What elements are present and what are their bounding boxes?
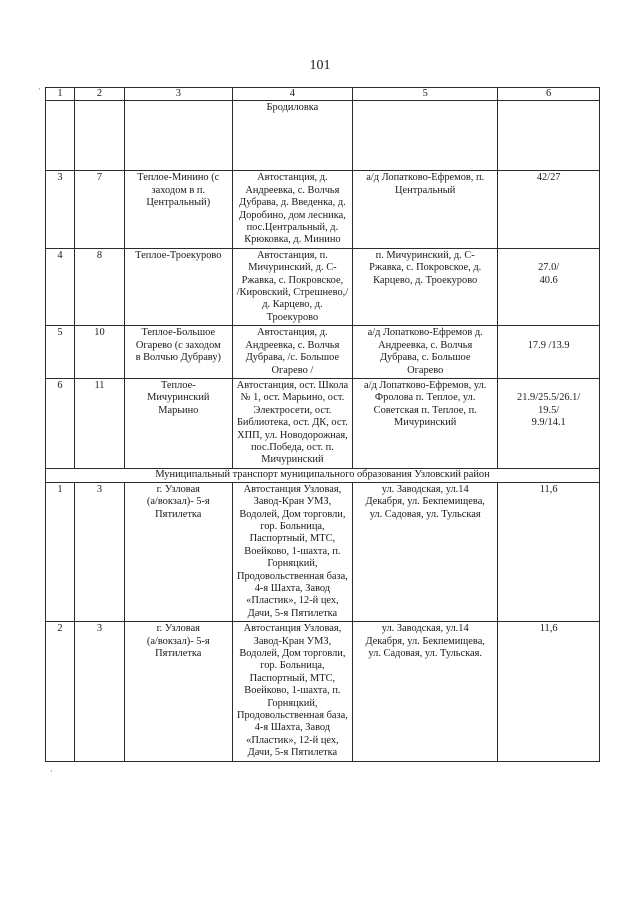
stops-cell-line: Продовольственная база, <box>236 710 348 722</box>
stops-cell <box>232 101 352 171</box>
route-name-cell-line: Пятилетка <box>155 508 202 520</box>
stops-cell-line: Дачи, 5-я Пятилетка <box>247 607 338 619</box>
stops-cell-line: Воейково, 1-шахта, п. <box>244 685 341 697</box>
stops-cell-line: гор. Больница, <box>260 660 325 672</box>
header-cell: 5 <box>353 88 498 101</box>
stops-cell-line: ХПП, ул. Новодорожная, <box>237 429 348 441</box>
interval-cell-line: 19.5/ <box>538 404 560 416</box>
stops-cell-line: Бродиловка <box>266 102 319 114</box>
stops-cell-line: «Пластик», 12-й цех, <box>246 734 339 746</box>
route-number-cell: 11 <box>75 378 125 468</box>
stops-cell-line: Андреевка, с. Волчья <box>245 339 340 351</box>
interval-cell-line <box>501 327 596 339</box>
stops-cell-line: /Кировский, Стрешнево,/ <box>236 287 349 299</box>
stops-cell-line: Электросети, ост. <box>253 404 332 416</box>
interval-cell <box>498 171 600 248</box>
table-header-row <box>46 88 600 101</box>
header-cell: 1 <box>46 88 75 101</box>
stops-cell-line: Автостанция, д. <box>257 172 328 184</box>
scan-speck: · <box>50 766 53 776</box>
route-name-cell-line: в Волчью Дубраву) <box>135 352 222 364</box>
route-name-cell-line: Теплое- <box>160 379 196 391</box>
streets-cell <box>353 171 498 248</box>
streets-cell <box>353 326 498 379</box>
row-number-cell: 5 <box>46 326 75 379</box>
header-cell: 6 <box>498 88 600 101</box>
interval-cell-line <box>501 380 596 392</box>
stops-cell-line: Автостанция Узловая, <box>243 483 342 495</box>
route-number-cell <box>75 101 125 171</box>
stops-cell-line: Паспортный, МТС, <box>249 533 336 545</box>
route-name-cell-line: (а/вокзал)- 5-я <box>146 496 210 508</box>
stops-cell-line: Автостанция Узловая, <box>243 623 342 635</box>
streets-cell-line: Карцево, д. Троекурово <box>373 274 478 286</box>
route-name-cell <box>124 171 232 248</box>
row-number-cell: 2 <box>46 622 75 761</box>
interval-cell <box>498 482 600 621</box>
stops-cell <box>232 326 352 379</box>
stops-cell-line: Дубрава, /с. Большое <box>245 352 340 364</box>
stops-cell <box>232 482 352 621</box>
table-row <box>46 622 600 761</box>
stops-cell-line: 4-я Шахта, Завод <box>254 722 331 734</box>
streets-cell-line: ул. Садовая, ул. Тульская. <box>368 648 482 660</box>
interval-cell-line: 17.9 /13.9 <box>527 339 570 351</box>
streets-cell-line: п. Мичуринский, д. С- <box>375 249 475 261</box>
streets-cell-line: Декабря, ул. Бекпемищева, <box>365 496 485 508</box>
stops-cell-line: Мичуринский, д. С- <box>248 262 337 274</box>
route-name-cell <box>124 378 232 468</box>
route-name-cell <box>124 326 232 379</box>
route-name-cell-line: Центральный) <box>146 197 211 209</box>
interval-cell-line: 21.9/25.5/26.1/ <box>517 392 581 404</box>
streets-cell-line: ул. Садовая, ул. Тульская <box>369 508 481 520</box>
stops-cell-line: «Пластик», 12-й цех, <box>246 595 339 607</box>
route-number-cell: 10 <box>75 326 125 379</box>
route-number-cell: 3 <box>75 482 125 621</box>
routes-table <box>45 87 600 762</box>
table-row <box>46 326 600 379</box>
stops-cell <box>232 622 352 761</box>
stops-cell-line: пос.Победа, ост. п. <box>250 441 334 453</box>
streets-cell <box>353 378 498 468</box>
stops-cell-line: Мичуринский <box>261 454 324 466</box>
row-number-cell: 1 <box>46 482 75 621</box>
stops-cell-line: Завод-Кран УМЗ, <box>253 635 332 647</box>
streets-cell-line: Андреевка, с. Волчья <box>378 339 473 351</box>
interval-cell-line <box>501 250 596 262</box>
table-row <box>46 171 600 248</box>
interval-cell <box>498 326 600 379</box>
route-name-cell-line: Теплое-Минино (с <box>137 172 220 184</box>
route-name-cell-line: Мичуринский <box>147 392 210 404</box>
page-number: 101 <box>309 58 331 73</box>
header-cell: 3 <box>124 88 232 101</box>
section-row <box>46 468 600 482</box>
row-number-cell: 3 <box>46 171 75 248</box>
stops-cell-line: Водолей, Дом торговли, <box>239 508 346 520</box>
interval-cell-line: 27.0/ <box>538 262 560 274</box>
stops-cell-line: Горняцкий, <box>267 558 318 570</box>
route-name-cell <box>124 622 232 761</box>
table-row <box>46 101 600 171</box>
interval-cell <box>498 622 600 761</box>
route-name-cell <box>124 248 232 325</box>
stops-cell-line: Горняцкий, <box>267 697 318 709</box>
interval-cell-line: 9.9/14.1 <box>531 417 566 429</box>
interval-cell <box>498 248 600 325</box>
streets-cell-line: Дубрава, с. Большое <box>379 352 471 364</box>
route-name-cell-line: Пятилетка <box>155 648 202 660</box>
row-number-cell: 6 <box>46 378 75 468</box>
streets-cell-line: Мичуринский <box>394 417 457 429</box>
interval-cell-line: 40.6 <box>539 274 558 286</box>
stops-cell-line: пос.Центральный, д. <box>246 222 339 234</box>
table-row <box>46 378 600 468</box>
streets-cell-line: ул. Заводская, ул.14 <box>381 623 469 635</box>
streets-cell <box>353 482 498 621</box>
stops-cell-line: Троекурово <box>266 311 319 323</box>
stops-cell-line: Автостанция, д. <box>257 327 328 339</box>
route-name-cell-line: Теплое-Троекурово <box>135 249 222 261</box>
route-name-cell-line: Теплое-Большое <box>141 327 216 339</box>
stops-cell-line: Автостанция, ост. Школа <box>236 379 349 391</box>
route-name-cell-line: Огарево (с заходом <box>135 339 221 351</box>
stops-cell-line: 4-я Шахта, Завод <box>254 583 331 594</box>
route-name-cell-line: г. Узловая <box>156 483 200 495</box>
header-cell: 2 <box>75 88 125 101</box>
streets-cell-line: Фролова п. Теплое, ул. <box>374 392 476 404</box>
streets-cell-line: Ржавка, с. Покровское, д. <box>369 262 482 274</box>
stops-cell-line: Огарево / <box>271 364 314 376</box>
stops-cell-line: гор. Больница, <box>260 520 325 532</box>
route-name-cell-line: Марьино <box>158 404 199 416</box>
streets-cell-line: а/д Лопатково-Ефремов, п. <box>366 172 485 184</box>
streets-cell-line: Советская п. Теплое, п. <box>373 404 477 416</box>
streets-cell-line: ул. Заводская, ул.14 <box>381 483 469 495</box>
route-number-cell: 8 <box>75 248 125 325</box>
stops-cell <box>232 248 352 325</box>
streets-cell <box>353 248 498 325</box>
route-name-cell <box>124 101 232 171</box>
route-name-cell-line: (а/вокзал)- 5-я <box>146 635 210 647</box>
interval-cell <box>498 101 600 171</box>
stops-cell-line: Автостанция, п. <box>257 249 328 261</box>
route-name-cell-line: г. Узловая <box>156 623 200 635</box>
streets-cell-line: а/д Лопатково-Ефремов д. <box>367 327 483 339</box>
interval-cell-line: 42/27 <box>536 172 561 184</box>
route-name-cell <box>124 482 232 621</box>
stops-cell-line: Паспортный, МТС, <box>249 672 336 684</box>
streets-cell-line: Декабря, ул. Бекпемищева, <box>365 635 485 647</box>
route-name-cell-line: заходом в п. <box>151 184 206 196</box>
stops-cell <box>232 171 352 248</box>
stops-cell-line: Продовольственная база, <box>236 570 348 582</box>
stops-cell-line: Ржавка, с. Покровское, <box>241 274 344 286</box>
table-row <box>46 248 600 325</box>
stops-cell-line: Крюковка, д. Минино <box>244 234 341 246</box>
row-number-cell: 4 <box>46 248 75 325</box>
streets-cell <box>353 622 498 761</box>
stops-cell-line: Водолей, Дом торговли, <box>239 648 346 660</box>
stops-cell-line: Дубрава, д. Введенка, д. <box>239 197 346 209</box>
route-number-cell: 7 <box>75 171 125 248</box>
table-row <box>46 482 600 621</box>
stops-cell-line: Доробино, дом лесника, <box>238 209 346 221</box>
streets-cell-line: Центральный <box>395 184 456 196</box>
route-number-cell: 3 <box>75 622 125 761</box>
stops-cell-line: Дачи, 5-я Пятилетка <box>247 747 338 759</box>
stops-cell-line: Завод-Кран УМЗ, <box>253 496 332 508</box>
section-title: Муниципальный транспорт муниципального образования Узловский район <box>46 468 600 482</box>
stops-cell-line: Андреевка, с. Волчья <box>245 184 340 196</box>
stops-cell <box>232 378 352 468</box>
stops-cell-line: № 1, ост. Марьино, ост. <box>240 392 345 404</box>
streets-cell-line: а/д Лопатково-Ефремов, ул. <box>364 379 487 391</box>
interval-cell-line: 11,6 <box>539 483 558 495</box>
stops-cell-line: Библиотека, ост. ДК, ост. <box>236 417 348 429</box>
row-number-cell <box>46 101 75 171</box>
interval-cell <box>498 378 600 468</box>
streets-cell-line: Огарево <box>407 364 444 376</box>
stops-cell-line: д. Карцево, д. <box>262 299 323 311</box>
interval-cell-line: 11,6 <box>539 623 558 635</box>
streets-cell <box>353 101 498 171</box>
scan-speck: · <box>38 84 41 94</box>
header-cell: 4 <box>232 88 352 101</box>
stops-cell-line: Воейково, 1-шахта, п. <box>244 545 341 557</box>
